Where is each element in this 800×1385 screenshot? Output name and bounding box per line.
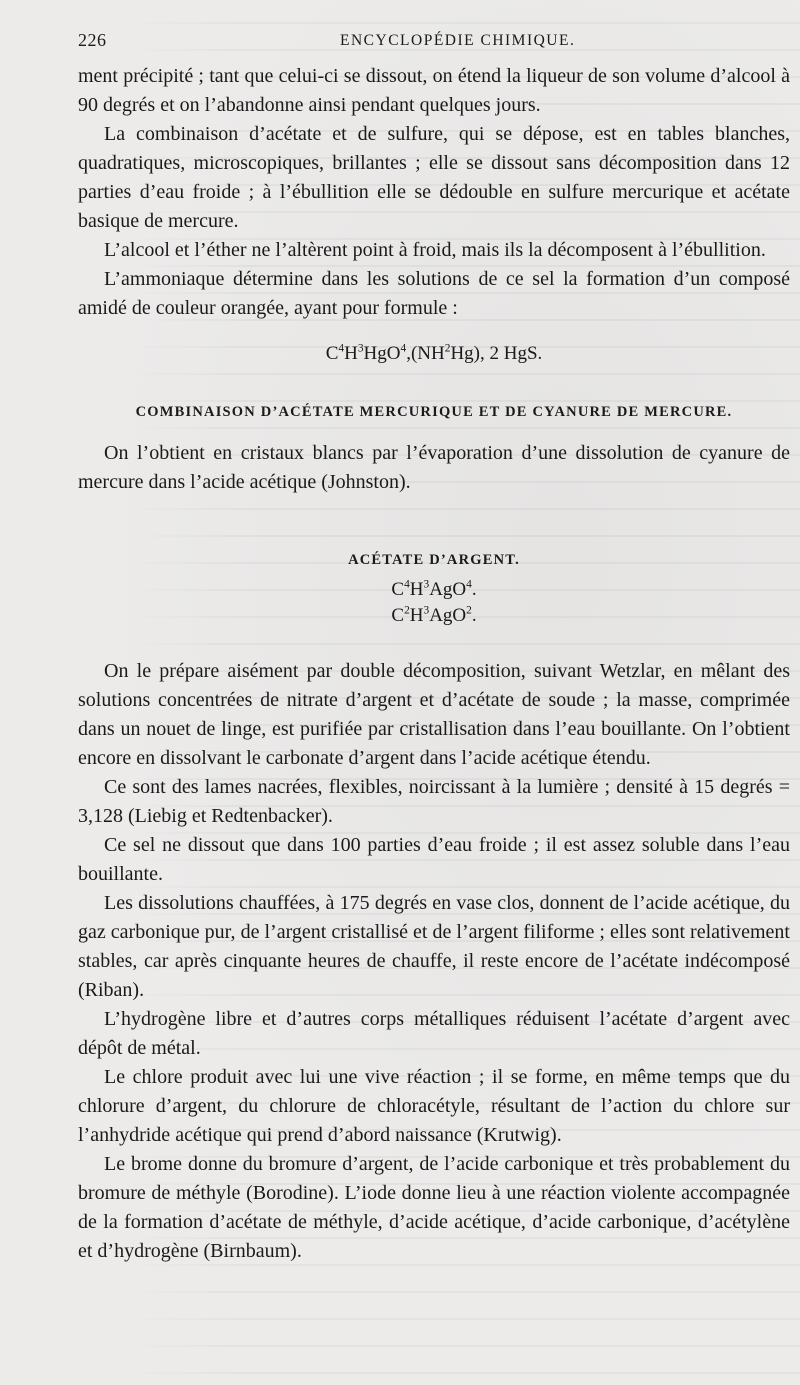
section-heading: ACÉTATE D’ARGENT.: [348, 552, 520, 568]
chemical-formula: $C^4H^3HgO^4,(NH^2Hg)$, 2 HgS.: [325, 342, 543, 364]
paragraph: Ce sont des lames nacrées, flexibles, noircissant à la lumière ; densité à 15 degrés = 3,128 (Liebig et Redtenbacker).: [78, 776, 790, 827]
page-number: 226: [78, 30, 107, 50]
paragraph: L’ammoniaque détermine dans les solutions de ce sel la formation d’un composé amidé de couleur orangée, ayant pour formule :: [78, 268, 790, 319]
paragraph: Le chlore produit avec lui une vive réaction ; il se forme, en même temps que du chlorure d’argent, du chlorure de chloracétyle, résultant de l’action du chlore sur l’anhydride acétique qui prend d’abord naissance (Krutwig).: [78, 1066, 790, 1146]
paragraph: Les dissolutions chauffées, à 175 degrés en vase clos, donnent de l’acide acétique, du gaz carbonique pur, de l’argent cristallisé et de l’argent filiforme ; elles sont relativement stables, car après cinquante heures de chauffe, il reste encore de l’acétate indécomposé (Riban).: [78, 892, 790, 1001]
chemical-formula: $C^2H^3AgO^2$.: [391, 604, 477, 626]
paragraph: La combinaison d’acétate et de sulfure, qui se dépose, est en tables blanches, quadratiques, microscopiques, brillantes ; elle se dissout sans décomposition dans 12 parties d’eau froide ; à l’ébullition elle se dédouble en sulfure mercurique et acétate basique de mercure.: [78, 123, 790, 232]
paragraph: Le brome donne du bromure d’argent, de l’acide carbonique et très probablement du bromure de méthyle (Borodine). L’iode donne lieu à une réaction violente accompagnée de la formation d’acétate de méthyle, d’acide acétique, d’acide carbonique, d’acétylène et d’hydrogène (Birnbaum).: [78, 1153, 790, 1262]
paragraph: L’hydrogène libre et d’autres corps métalliques réduisent l’acétate d’argent avec dépôt de métal.: [78, 1008, 790, 1059]
running-title: ENCYCLOPÉDIE CHIMIQUE.: [340, 32, 576, 49]
paragraph-continuation: ment précipité ; tant que celui-ci se dissout, on étend la liqueur de son volume d’alcool à 90 degrés et on l’abandonne ainsi pendant quelques jours.: [78, 65, 790, 116]
section-heading: COMBINAISON D’ACÉTATE MERCURIQUE ET DE CYANURE DE MERCURE.: [135, 404, 733, 420]
page-header: [78, 30, 790, 56]
paragraph: L’alcool et l’éther ne l’altèrent point à froid, mais ils la décomposent à l’ébullition.: [104, 239, 766, 261]
paragraph: On l’obtient en cristaux blancs par l’évaporation d’une dissolution de cyanure de mercure dans l’acide acétique (Johnston).: [78, 442, 790, 493]
paragraph: On le prépare aisément par double décomposition, suivant Wetzlar, en mêlant des solutions concentrées de nitrate d’argent et d’acétate de soude ; la masse, comprimée dans un nouet de linge, est purifiée par cristallisation dans l’eau bouillante. On l’obtient encore en dissolvant le carbonate d’argent dans l’acide acétique étendu.: [78, 660, 790, 769]
paragraph: Ce sel ne dissout que dans 100 parties d’eau froide ; il est assez soluble dans l’eau bouillante.: [78, 834, 790, 885]
formula-block: [78, 577, 790, 629]
chemical-formula: $C^4H^3AgO^4$.: [391, 578, 477, 600]
page-body: [78, 62, 790, 1266]
